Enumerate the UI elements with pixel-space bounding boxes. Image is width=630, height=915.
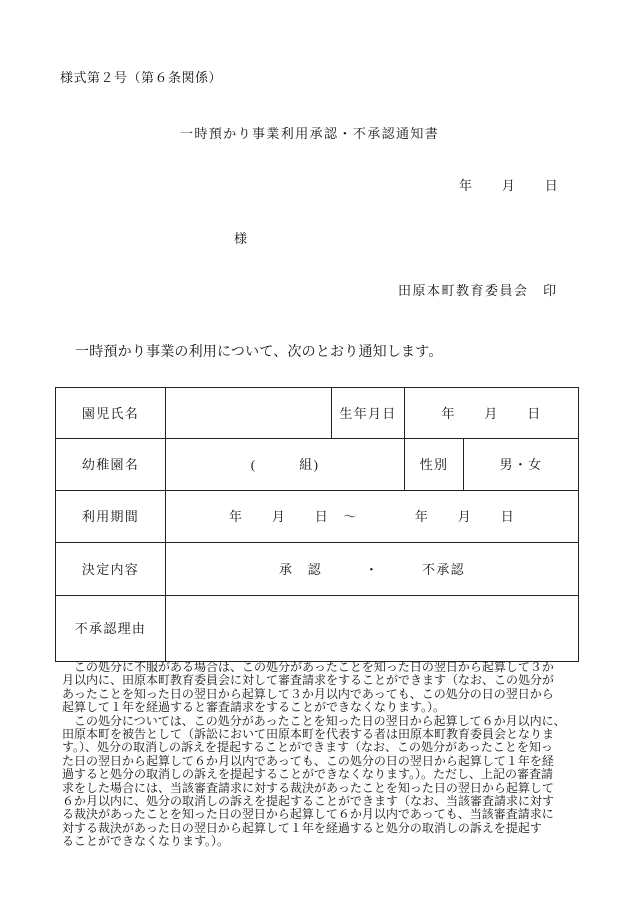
period-label: 利用期間 bbox=[56, 491, 166, 543]
table-row bbox=[56, 388, 579, 439]
issuer-seal-line: 田原本町教育委員会 印 bbox=[398, 283, 558, 298]
addressee-honorific: 様 bbox=[234, 231, 248, 246]
notice-line: この処分に不服がある場合は、この処分があったことを知った日の翌日から起算して３か bbox=[62, 661, 554, 674]
decision-label: 決定内容 bbox=[56, 543, 166, 596]
table-row bbox=[56, 543, 579, 596]
birth-date-label: 生年月日 bbox=[332, 388, 405, 439]
intro-text: 一時預かり事業の利用について、次のとおり通知します。 bbox=[75, 345, 443, 360]
table-row bbox=[56, 491, 579, 543]
gender-label: 性別 bbox=[405, 439, 464, 491]
child-name-field bbox=[166, 388, 332, 439]
notice-line: 過すると処分の取消しの訴えを提起することができなくなります。）。ただし、上記の審査請 bbox=[62, 768, 554, 782]
notice-line: この処分については、この処分があったことを知った日の翌日から起算して６か月以内に、 bbox=[62, 714, 566, 728]
rejection-reason-field bbox=[166, 596, 579, 662]
notice-line: す。）、処分の取消しの訴えを提起することができます（なお、この処分があったことを知っ bbox=[62, 741, 553, 755]
child-name-label: 園児氏名 bbox=[56, 388, 166, 439]
decision-table bbox=[55, 387, 579, 662]
notice-line: 対する裁決があった日の翌日から起算して１年を経過すると処分の取消しの訴えを提起す bbox=[62, 821, 542, 835]
table-row bbox=[56, 596, 579, 662]
notice-line: 求をした場合には、当該審査請求に対する裁決があったことを知った日の翌日から起算して bbox=[62, 781, 554, 795]
notice-line: ることができなくなります。）。 bbox=[62, 835, 230, 849]
class-field: ( 組) bbox=[166, 439, 405, 491]
notice-line: 起算して１年を経過すると審査請求をすることができなくなります。）。 bbox=[62, 701, 446, 715]
document-title: 一時預かり事業利用承認・不承認通知書 bbox=[180, 126, 440, 141]
form-number: 様式第２号（第６条関係） bbox=[60, 70, 223, 85]
decision-field: 承 認 ・ 不承認 bbox=[166, 543, 579, 596]
period-field: 年 月 日 ～ 年 月 日 bbox=[166, 491, 579, 543]
kindergarten-label: 幼稚園名 bbox=[56, 439, 166, 491]
notice-line: た日の翌日から起算して６か月以内であっても、この処分の日の翌日から起算して１年を経 bbox=[62, 754, 554, 768]
notice-line: 田原本町を被告として（訴訟において田原本町を代表する者は田原本町教育委員会となりま bbox=[62, 728, 555, 742]
notice-line: 月以内に、田原本町教育委員会に対して審査請求をすることができます（なお、この処分が bbox=[62, 674, 555, 688]
notice-line: ６か月以内に、処分の取消しの訴えを提起することができます（なお、当該審査請求に対す bbox=[62, 795, 555, 809]
table-row bbox=[56, 439, 579, 491]
gender-field: 男・女 bbox=[464, 439, 579, 491]
issue-date: 年 月 日 bbox=[459, 178, 560, 193]
notice-line: あったことを知った日の翌日から起算して３か月以内であっても、この処分の日の翌日から bbox=[62, 687, 554, 701]
rejection-reason-label: 不承認理由 bbox=[56, 596, 166, 662]
appeal-notice bbox=[62, 661, 578, 849]
notice-line: る裁決があったことを知った日の翌日から起算して６か月以内であっても、当該審査請求に bbox=[62, 808, 554, 822]
birth-date-field: 年 月 日 bbox=[405, 388, 579, 439]
